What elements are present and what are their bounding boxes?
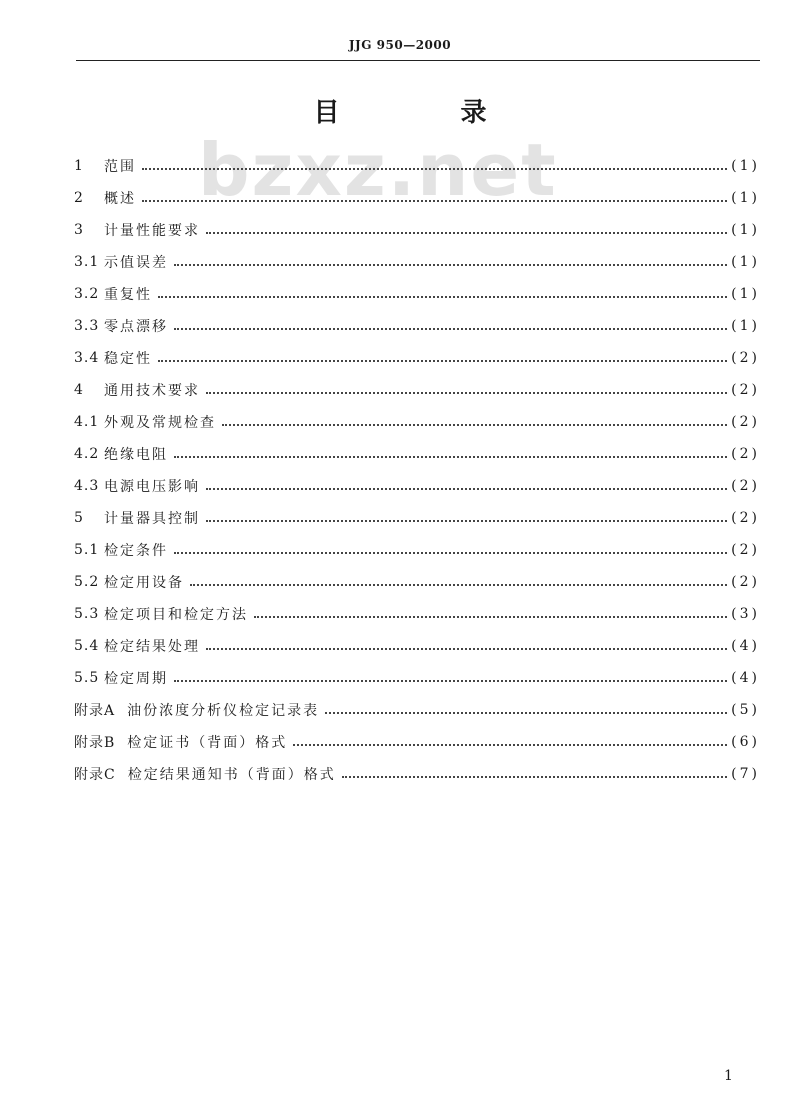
toc-entry-page: (2) <box>731 382 760 398</box>
toc-appendix-number: 附录C <box>74 767 116 783</box>
toc-entry-label: 计量性能要求 <box>104 223 200 239</box>
toc-entry-page: (2) <box>731 446 760 462</box>
toc-entry-page: (2) <box>731 574 760 590</box>
toc-entry-page: (2) <box>731 350 760 366</box>
toc-entry-page: (1) <box>731 222 760 238</box>
page-number: 1 <box>724 1068 733 1084</box>
toc-leader-dots <box>142 168 727 170</box>
toc-entry-number: 5.1 <box>74 542 100 558</box>
toc-appendix-number: 附录B <box>74 735 116 751</box>
toc-entry-number: 2 <box>74 190 84 206</box>
toc-leader-dots <box>206 648 727 650</box>
toc-entry-label: 检定用设备 <box>104 575 184 591</box>
toc-leader-dots <box>158 360 727 362</box>
toc-appendix-entry[interactable] <box>74 726 760 758</box>
toc-entry-number: 1 <box>74 158 84 174</box>
toc-leader-dots <box>142 200 727 202</box>
toc-entry-label: 外观及常规检查 <box>104 415 216 431</box>
toc-leader-dots <box>293 744 727 746</box>
toc-entry[interactable] <box>74 662 760 694</box>
document-code: JJG 950—2000 <box>348 38 452 52</box>
toc-appendix-label: 油份浓度分析仪检定记录表 <box>127 703 320 719</box>
toc-appendix-page: (7) <box>731 766 760 782</box>
toc-entry[interactable] <box>74 502 760 534</box>
toc-appendix-label: 检定证书（背面）格式 <box>127 735 288 751</box>
toc-entry-number: 3.3 <box>74 318 100 334</box>
toc-entry-label: 检定结果处理 <box>104 639 200 655</box>
toc-entry-page: (3) <box>731 606 760 622</box>
toc-entry-number: 4.2 <box>74 446 100 462</box>
toc-leader-dots <box>174 456 727 458</box>
toc-entry-label: 电源电压影响 <box>104 479 200 495</box>
header-rule <box>76 60 760 61</box>
toc-entry-page: (1) <box>731 190 760 206</box>
toc-entry-label: 概述 <box>104 191 136 207</box>
toc-entry-number: 5 <box>74 510 84 526</box>
toc-entry-number: 5.3 <box>74 606 100 622</box>
toc-entry-page: (4) <box>731 670 760 686</box>
toc-leader-dots <box>190 584 727 586</box>
toc-entry-number: 3.4 <box>74 350 100 366</box>
toc-entry-number: 4.3 <box>74 478 100 494</box>
toc-leader-dots <box>254 616 727 618</box>
toc-entry-number: 5.5 <box>74 670 100 686</box>
watermark: bzxz.net <box>198 128 558 212</box>
toc-leader-dots <box>206 520 727 522</box>
toc-entry-number: 3.2 <box>74 286 100 302</box>
toc-entry[interactable] <box>74 470 760 502</box>
toc-leader-dots <box>206 392 727 394</box>
toc-leader-dots <box>174 264 727 266</box>
toc-leader-dots <box>342 776 727 778</box>
toc-entry-page: (2) <box>731 542 760 558</box>
toc-leader-dots <box>222 424 727 426</box>
toc-entry-number: 4 <box>74 382 84 398</box>
toc-entry-label: 通用技术要求 <box>104 383 200 399</box>
toc-leader-dots <box>174 328 727 330</box>
toc-entry[interactable] <box>74 278 760 310</box>
toc-entry[interactable] <box>74 342 760 374</box>
toc-entry[interactable] <box>74 406 760 438</box>
toc-entry-label: 计量器具控制 <box>104 511 200 527</box>
toc-leader-dots <box>206 488 727 490</box>
toc-entry[interactable] <box>74 246 760 278</box>
toc-list <box>74 150 760 790</box>
toc-entry-label: 检定周期 <box>104 671 168 687</box>
toc-entry[interactable] <box>74 438 760 470</box>
toc-entry-page: (1) <box>731 286 760 302</box>
toc-entry-page: (2) <box>731 414 760 430</box>
toc-appendix-page: (5) <box>731 702 760 718</box>
toc-entry-page: (4) <box>731 638 760 654</box>
toc-entry-number: 4.1 <box>74 414 100 430</box>
toc-entry-page: (2) <box>731 510 760 526</box>
toc-entry-number: 5.4 <box>74 638 100 654</box>
toc-entry-label: 绝缘电阻 <box>104 447 168 463</box>
toc-entry-page: (2) <box>731 478 760 494</box>
toc-entry-label: 检定项目和检定方法 <box>104 607 248 623</box>
toc-entry[interactable] <box>74 630 760 662</box>
toc-entry-label: 稳定性 <box>104 351 152 367</box>
toc-entry-page: (1) <box>731 318 760 334</box>
toc-appendix-entry[interactable] <box>74 694 760 726</box>
toc-entry-label: 重复性 <box>104 287 152 303</box>
toc-entry[interactable] <box>74 150 760 182</box>
toc-entry-label: 检定条件 <box>104 543 168 559</box>
toc-leader-dots <box>174 552 727 554</box>
toc-appendix-page: (6) <box>731 734 760 750</box>
toc-entry-number: 3 <box>74 222 84 238</box>
toc-entry-number: 5.2 <box>74 574 100 590</box>
toc-entry-number: 3.1 <box>74 254 100 270</box>
toc-entry-label: 零点漂移 <box>104 319 168 335</box>
toc-entry[interactable] <box>74 566 760 598</box>
toc-entry-page: (1) <box>731 158 760 174</box>
toc-title: 目 录 <box>313 98 543 128</box>
toc-appendix-label: 检定结果通知书（背面）格式 <box>127 767 336 783</box>
toc-appendix-entry[interactable] <box>74 758 760 790</box>
toc-entry[interactable] <box>74 310 760 342</box>
toc-leader-dots <box>158 296 727 298</box>
toc-leader-dots <box>325 712 727 714</box>
toc-entry-label: 示值误差 <box>104 255 168 271</box>
toc-entry[interactable] <box>74 214 760 246</box>
toc-leader-dots <box>174 680 727 682</box>
toc-entry[interactable] <box>74 534 760 566</box>
toc-entry-label: 范围 <box>104 159 136 175</box>
toc-appendix-number: 附录A <box>74 703 116 719</box>
toc-leader-dots <box>206 232 727 234</box>
toc-entry[interactable] <box>74 598 760 630</box>
toc-entry[interactable] <box>74 374 760 406</box>
toc-entry[interactable] <box>74 182 760 214</box>
toc-entry-page: (1) <box>731 254 760 270</box>
